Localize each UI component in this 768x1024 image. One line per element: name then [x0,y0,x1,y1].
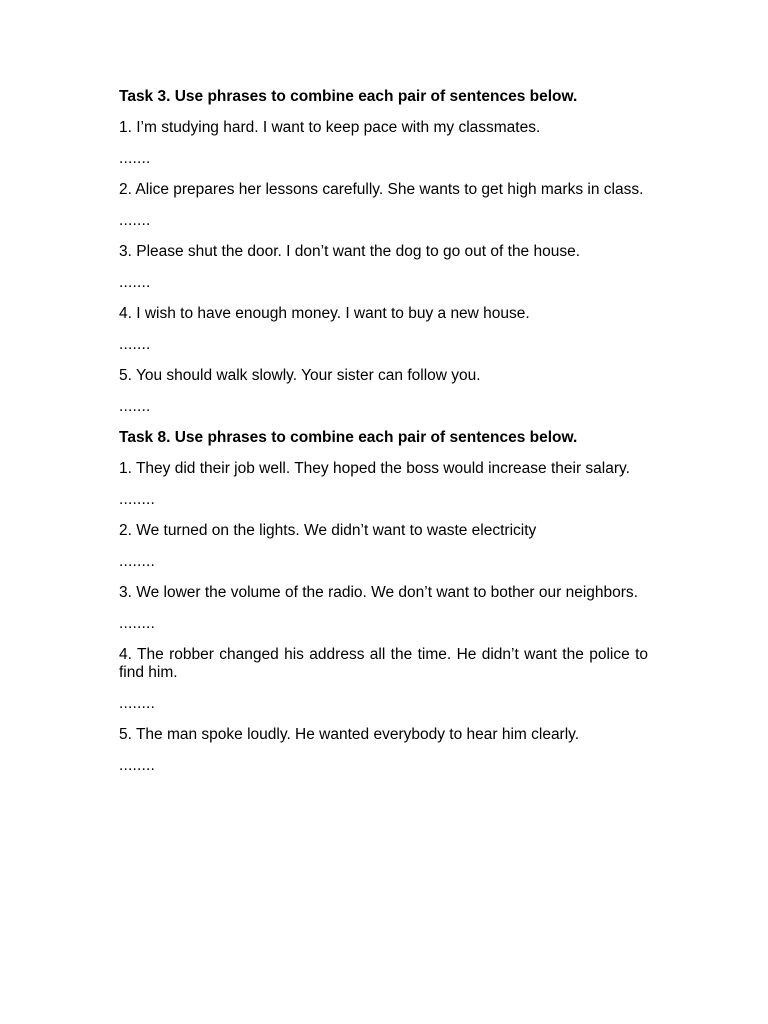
exercise-question: 1. They did their job well. They hoped the boss would increase their salary. [119,460,630,477]
exercise-question: 5. The man spoke loudly. He wanted everybody to hear him clearly. [119,726,580,743]
task-heading: Task 3. Use phrases to combine each pair of sentences below. [119,88,578,105]
answer-blank: ....... [119,212,151,229]
answer-blank: ........ [119,757,156,774]
answer-blank: ........ [119,491,156,508]
answer-blank: ....... [119,398,151,415]
exercise-question: 3. We lower the volume of the radio. We don’t want to bother our neighbors. [119,584,638,601]
answer-blank: ........ [119,553,156,570]
exercise-question: 1. I’m studying hard. I want to keep pace with my classmates. [119,119,541,136]
exercise-item [119,243,648,292]
exercise-question: 2. Alice prepares her lessons carefully. She wants to get high marks in class. [119,181,644,198]
exercise-item [119,367,648,416]
answer-blank: ....... [119,336,151,353]
task-heading: Task 8. Use phrases to combine each pair of sentences below. [119,429,578,446]
answer-blank: ........ [119,615,156,632]
answer-blank: ....... [119,150,151,167]
task-3-section [119,88,648,416]
exercise-question: 4. The robber changed his address all the time. He didn’t want the police to find him. [119,646,648,681]
exercise-item [119,305,648,354]
exercise-item [119,726,648,775]
exercise-item [119,646,648,713]
exercise-question: 4. I wish to have enough money. I want to buy a new house. [119,305,530,322]
exercise-question: 3. Please shut the door. I don’t want the dog to go out of the house. [119,243,581,260]
answer-blank: ........ [119,695,156,712]
exercise-item [119,522,648,571]
task-8-section [119,429,648,775]
exercise-item [119,119,648,168]
exercise-question: 2. We turned on the lights. We didn’t want to waste electricity [119,522,537,539]
exercise-item [119,584,648,633]
exercise-question: 5. You should walk slowly. Your sister can follow you. [119,367,481,384]
answer-blank: ....... [119,274,151,291]
document-body [119,88,648,788]
exercise-item [119,181,648,230]
exercise-item [119,460,648,509]
